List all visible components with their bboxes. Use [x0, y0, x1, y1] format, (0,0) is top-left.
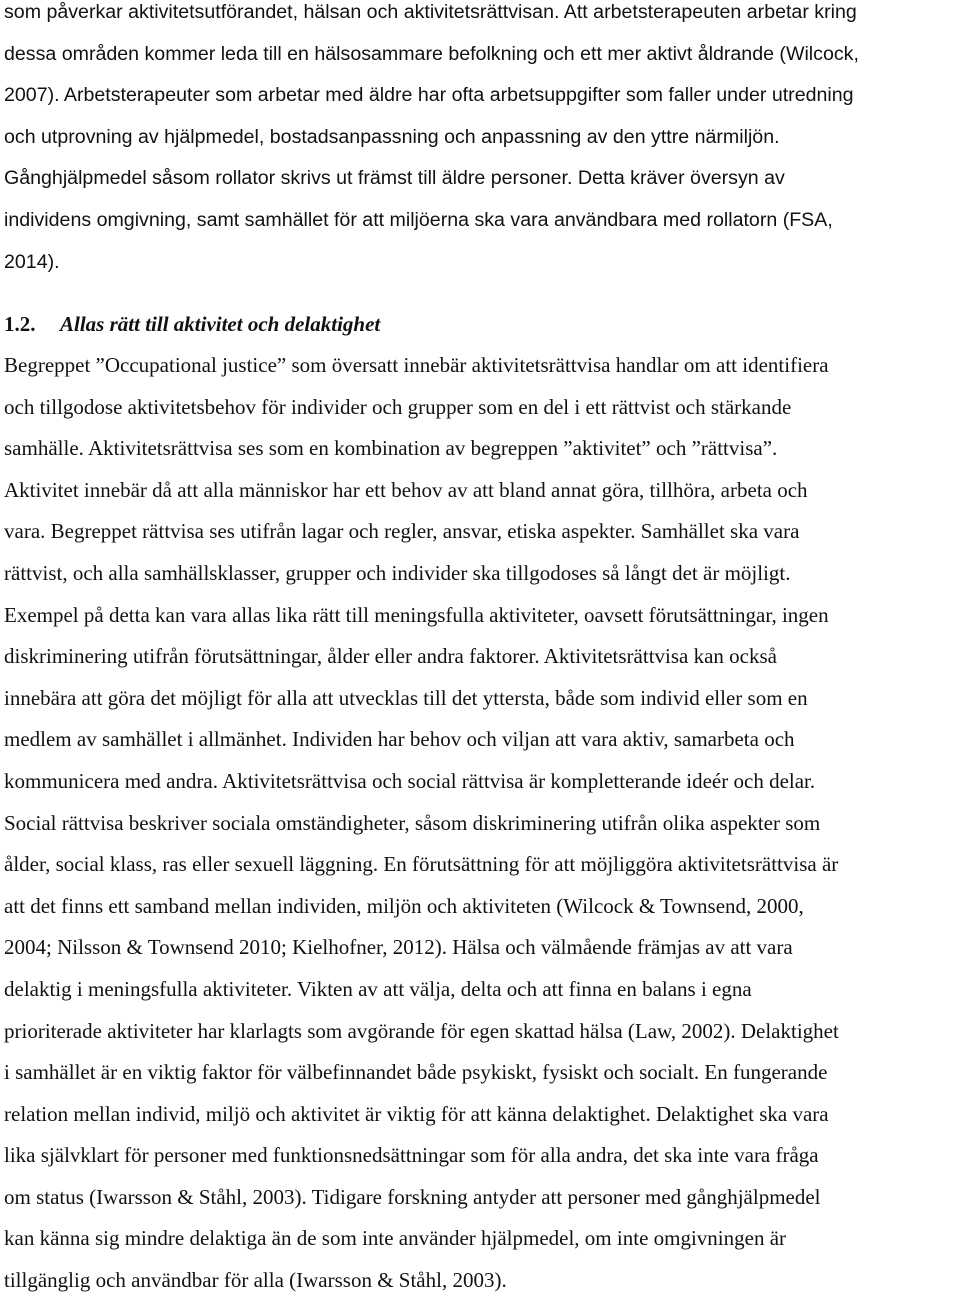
- text-line: Gånghjälpmedel såsom rollator skrivs ut främst till äldre personer. Detta kräver översyn av: [4, 167, 785, 190]
- text-line: prioriterade aktiviteter har klarlagts som avgörande för egen skattad hälsa (Law, 2002). Delaktighet: [4, 1018, 839, 1043]
- text-line: och utprovning av hjälpmedel, bostadsanpassning och anpassning av den yttre närmiljön.: [4, 125, 780, 148]
- text-line: innebära att göra det möjligt för alla att utvecklas till det yttersta, både som individ eller som en: [4, 685, 808, 710]
- text-line: samhälle. Aktivitetsrättvisa ses som en kombination av begreppen ”aktivitet” och ”rättvisa”.: [4, 436, 778, 461]
- section-heading: [4, 304, 380, 346]
- paragraph-occupational-justice: [4, 345, 956, 1302]
- text-line: 2014).: [4, 250, 60, 273]
- text-line: att det finns ett samband mellan individen, miljön och aktiviteten (Wilcock & Townsend, 2000,: [4, 893, 804, 918]
- text-line: Exempel på detta kan vara allas lika rätt till meningsfulla aktiviteter, oavsett förutsättningar, ingen: [4, 602, 829, 627]
- text-line: i samhället är en viktig faktor för välbefinnandet både psykiskt, fysiskt och socialt. En fungerande: [4, 1060, 828, 1085]
- section-title: Allas rätt till aktivitet och delaktighet: [60, 312, 381, 336]
- text-line: kommunicera med andra. Aktivitetsrättvisa och social rättvisa är kompletterande ideér och delar.: [4, 768, 816, 793]
- text-line: individens omgivning, samt samhället för att miljöerna ska vara användbara med rollatorn (FSA,: [4, 208, 833, 231]
- paragraph-arbetsterapeuter: [4, 0, 956, 283]
- text-line: dessa områden kommer leda till en hälsosammare befolkning och ett mer aktivt åldrande (Wilcock,: [4, 42, 859, 65]
- text-line: Social rättvisa beskriver sociala omständigheter, såsom diskriminering utifrån olika aspekter som: [4, 810, 821, 835]
- text-line: vara. Begreppet rättvisa ses utifrån lagar och regler, ansvar, etiska aspekter. Samhället ska vara: [4, 519, 800, 544]
- text-line: om status (Iwarsson & Ståhl, 2003). Tidigare forskning antyder att personer med gånghjälpmedel: [4, 1184, 821, 1209]
- text-line: ålder, social klass, ras eller sexuell läggning. En förutsättning för att möjliggöra aktivitetsrättvisa är: [4, 852, 839, 877]
- text-line: tillgänglig och användbar för alla (Iwarsson & Ståhl, 2003).: [4, 1268, 507, 1293]
- text-line: och tillgodose aktivitetsbehov för individer och grupper som en del i ett rättvist och stärkande: [4, 394, 792, 419]
- text-line: medlem av samhället i allmänhet. Individen har behov och viljan att vara aktiv, samarbeta och: [4, 727, 795, 752]
- text-line: 2004; Nilsson & Townsend 2010; Kielhofner, 2012). Hälsa och välmående främjas av att vara: [4, 935, 793, 960]
- text-line: lika självklart för personer med funktionsnedsättningar som för alla andra, det ska inte vara fråga: [4, 1143, 819, 1168]
- text-line: 2007). Arbetsterapeuter som arbetar med äldre har ofta arbetsuppgifter som faller under utredning: [4, 84, 854, 107]
- text-line: Begreppet ”Occupational justice” som översatt innebär aktivitetsrättvisa handlar om att identifiera: [4, 353, 829, 377]
- text-line: rättvist, och alla samhällsklasser, grupper och individer ska tillgodoses så långt det är möjligt.: [4, 560, 791, 585]
- text-line: diskriminering utifrån förutsättningar, ålder eller andra faktorer. Aktivitetsrättvisa kan också: [4, 644, 777, 669]
- text-line: delaktig i meningsfulla aktiviteter. Vikten av att välja, delta och att finna en balans i egna: [4, 976, 752, 1001]
- section-number: 1.2.: [4, 312, 36, 336]
- text-line: Aktivitet innebär då att alla människor har ett behov av att bland annat göra, tillhöra, arbeta och: [4, 477, 808, 502]
- text-line: relation mellan individ, miljö och aktivitet är viktig för att känna delaktighet. Delaktighet ska vara: [4, 1101, 829, 1126]
- text-line: kan känna sig mindre delaktiga än de som inte använder hjälpmedel, om inte omgivningen är: [4, 1226, 787, 1251]
- text-line: som påverkar aktivitetsutförandet, hälsan och aktivitetsrättvisan. Att arbetsterapeuten arbetar kring: [4, 1, 857, 23]
